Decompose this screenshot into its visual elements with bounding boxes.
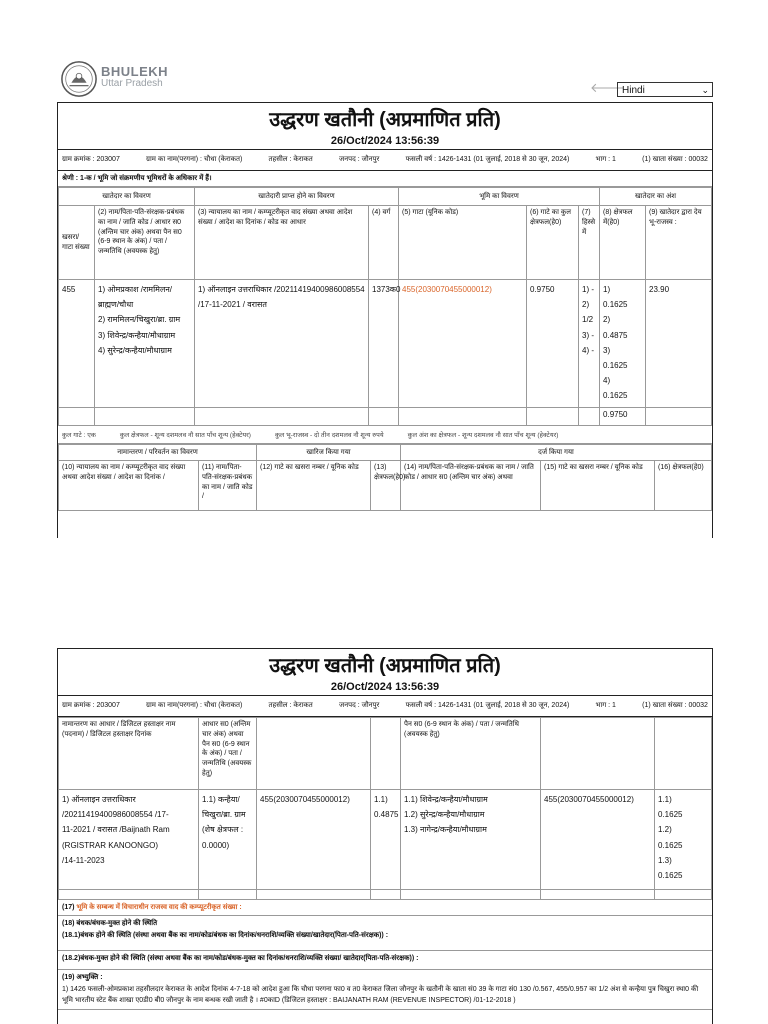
removed-names-cell [199, 790, 257, 890]
note-18: (18) बंधक/बंधक-मुक्त होने की स्थिति [62, 920, 158, 927]
village-code: ग्राम क्रमांक : 203007 [62, 156, 120, 163]
note-18-2: (18.2)बंधक-मुक्त होने की स्थिति (संस्था अथवा बैंक का नाम/कोड/बंधक-मुक्त का दिनांक/धनराशि/व्यक्ति संख्या/ खातेदार(पिता-पति-संरक्षक)) : [58, 951, 712, 970]
fasli-year: फसली वर्ष : 1426-1431 (01 जुलाई, 2018 से 30 जून, 2024) [405, 156, 570, 163]
header-15: (15) गाटे का खसरा नम्बर / यूनिक कोड [541, 461, 655, 511]
khasra-cell: 455 [59, 280, 95, 408]
khatauni-sheet-2 [57, 648, 713, 1024]
group-land: भूमि का विवरण [399, 188, 600, 206]
language-select[interactable] [617, 82, 713, 97]
header-court: (3) न्यायालय का नाम / कम्प्यूटरीकृत वाद संख्या अथवा आदेश संख्या / आदेश का दिनांक / कोड का आधार [195, 206, 369, 280]
header-khasra: खसरा/ गाटा संख्या [59, 206, 95, 280]
fasli-year: फसली वर्ष : 1426-1431 (01 जुलाई, 2018 से 30 जून, 2024) [405, 702, 570, 709]
district: जनपद : जौनपुर [339, 702, 380, 709]
note-17 [58, 900, 712, 916]
document-datetime: 26/Oct/2024 13:56:39 [330, 135, 440, 147]
list-item: 1) [603, 285, 611, 294]
note-17-text: भूमि के सम्बन्ध में विचाराधीन राजस्व वाद की कम्प्यूटरीकृत संख्या : [76, 904, 242, 911]
group-added: दर्ज किया गया [401, 445, 712, 461]
chevron-down-icon: ⌄ [701, 85, 709, 95]
tehsil: तहसील : केराकत [268, 702, 313, 709]
list-item: (शेष क्षेत्रफल : [202, 825, 244, 835]
group-removed: खारिज किया गया [257, 445, 401, 461]
category: श्रेणी : 1-क / भूमि जो संक्रमणीय भूमिधरों के अधिकार में हैं। [58, 171, 712, 187]
area-cell [600, 280, 646, 408]
court-cell: 1) ऑनलाइन उत्तराधिकार /20211419400986008554 /17-11-2021 / वरासत [195, 280, 369, 408]
list-item: 1.3) नागेन्द्र/कन्हैया/मौधाग्राम [404, 825, 487, 835]
cont-header-10: नामान्तरण का आधार / डिजिटल हस्ताक्षर नाम (पदनाम) / डिजिटल हस्ताक्षर दिनांक [59, 718, 199, 790]
header-class: (4) वर्ग [369, 206, 399, 280]
list-item: 0.1625 [603, 360, 628, 370]
list-item: 0.1625 [603, 391, 628, 401]
list-item: 1) - [582, 285, 594, 294]
page-title: उद्धरण खतौनी (अप्रमाणित प्रति) [269, 109, 501, 131]
village-code: ग्राम क्रमांक : 203007 [62, 702, 120, 709]
total-gata: कुल गाटे : एक [62, 432, 96, 439]
list-item: 1.2) सुरेन्द्र/कन्हैया/मौधाग्राम [404, 810, 485, 820]
header-total-area: (6) गाटे का कुल क्षेत्रफल(हे0) [527, 206, 579, 280]
added-names-cell [401, 790, 541, 890]
list-item: 4) सुरेन्द्र/कन्हैया/मौधाग्राम [98, 345, 172, 355]
khata-number: (1) खाता संख्या : 00032 [642, 156, 708, 163]
cont-header-11: आधार स0 (अन्तिम चार अंक) अथवा पैन स0 (6-9 स्थान के अंक) / पता / जन्मतिथि (अवयस्क हेतु) [199, 718, 257, 790]
list-item: 1.2) [658, 825, 672, 835]
table-row [59, 280, 712, 408]
list-item: 0.1625 [658, 810, 683, 820]
group-acquisition: खातेदारी प्राप्त्त होने का विवरण [195, 188, 399, 206]
removed-area-cell [371, 790, 401, 890]
share-cell [579, 280, 600, 408]
list-item: 3) [603, 345, 611, 355]
list-item: 1) ओमप्रकाश /राममिलन/ब्राह्मण/चौधा [98, 285, 173, 310]
class-cell: 1373क0 [369, 280, 399, 408]
revenue-cell: 23.90 [646, 280, 712, 408]
village-name: ग्राम का नाम(परगना) : चौधा (केराकत) [146, 156, 243, 163]
language-select-value: Hindi [622, 85, 645, 96]
list-item: /20211419400986008554 /17- [62, 810, 169, 820]
district: जनपद : जौनपुर [339, 156, 380, 163]
total-revenue: कुल भू-राजस्व - दो तीन दशमलव नौ शून्य रुपये [274, 432, 384, 439]
total-area-cell: 0.9750 [527, 280, 579, 408]
list-item: 11-2021 / वरासत /Baijnath Ram [62, 825, 170, 835]
group-share: खातेदार का अंश [600, 188, 712, 206]
list-item: 0.1625 [658, 840, 683, 850]
header-12: (12) गाटे का खसरा नम्बर / यूनिक कोड [257, 461, 371, 511]
notes-section [58, 900, 712, 1010]
header-16: (16) क्षेत्रफल(हे0) [655, 461, 712, 511]
list-item: चिखुरा/ब्रा. ग्राम [202, 810, 246, 820]
list-item: 4) [603, 376, 611, 386]
mutation-basis-cell [59, 790, 199, 890]
totals-row [58, 426, 712, 444]
group-mutation: नामान्तरण / परिवर्तन का विवरण [59, 445, 257, 461]
header-11: (11) नाम/पिता-पति-संरक्षक-प्रबंधक का नाम / जाति कोड / [199, 461, 257, 511]
list-item: 1.3) [658, 855, 672, 865]
list-item: 1.1) [374, 795, 388, 804]
table-row [59, 408, 712, 426]
list-item: 0.4875 [603, 330, 628, 340]
cont-header-14: पैन स0 (6-9 स्थान के अंक) / पता / जन्मतिथि (अवयस्क हेतु) [401, 718, 541, 790]
list-item: 2) [582, 300, 590, 310]
added-area-cell [655, 790, 712, 890]
meta-row [58, 695, 712, 717]
document-datetime: 26/Oct/2024 13:56:39 [330, 681, 440, 693]
list-item: 1.1) कन्हैया/ [202, 795, 240, 804]
list-item: 1.1) [658, 795, 672, 804]
list-item: 2) [603, 315, 611, 325]
list-item: 1/2 [582, 315, 594, 325]
area-total-cell: 0.9750 [600, 408, 646, 426]
owners-cell [95, 280, 195, 408]
group-owner: खातेदार का विवरण [59, 188, 195, 206]
list-item: 0.1625 [658, 870, 683, 880]
tehsil: तहसील : केराकत [268, 156, 313, 163]
table-row [59, 790, 712, 890]
header-10: (10) न्यायालय का नाम / कम्प्यूटरीकृत वाद संख्या अथवा आदेश संख्या / आदेश का दिनांक / [59, 461, 199, 511]
up-emblem-icon [60, 60, 98, 98]
list-item: 0.4875 [374, 810, 399, 820]
meta-row [58, 149, 712, 171]
main-table [58, 187, 712, 426]
list-item: /14-11-2023 [62, 855, 105, 865]
header-13: (13) क्षेत्रफल(हे0) [371, 461, 401, 511]
note-19-text: 1) 1426 फसली-ओमप्रकाश तहसीलदार केराकत के आदेश दिनांक 4-7-18 को आदेश हुआ कि चौधा परगना फा0 व त0 केराकत जिला जौनपुर के खतौनी के खाता सं0 39 के गाटा सं0 130 /0.567, 455/0.957 का 1/2 अंश से कन्हैया पुत्र चिखुरा स्था0 की भूमि भारतीय स्टेट बैंक शाखा ए0डी0 बी0 जौनपुर के नाम बन्धक रखी जाती है । #0काD (डिजिटल हस्ताक्षर : BAIJANATH RAM (REVENUE INSPECTOR) /01-12-2018 ) [58, 982, 712, 1010]
header-owner: (2) नाम/पिता-पति-संरक्षक-प्रबंधक का नाम / जाति कोड / आधार स0 (अन्तिम चार अंक) अथवा पैन स0 (6-9 स्थान के अंक) / पता / जन्मतिथि (अवयस्क हेतु) [95, 206, 195, 280]
list-item: 2) राममिलन/चिखुरा/ब्रा. ग्राम [98, 315, 181, 325]
brand-state: Uttar Pradesh [101, 78, 163, 89]
note-18-1: (18.1)बंधक होने की स्थिति (संस्था अथवा बैंक का नाम/कोड/बंधक का दिनांक/धनराशि/व्यक्ति संख्या/खातेदार(पिता-पति-संरक्षक)) : [58, 928, 712, 951]
added-code-cell: 455(2030070455000012) [541, 790, 655, 890]
removed-code-cell: 455(2030070455000012) [257, 790, 371, 890]
header-revenue: (9) खातेदार द्वारा देय भू-राजस्व : [646, 206, 712, 280]
village-name: ग्राम का नाम(परगना) : चौधा (केराकत) [146, 702, 243, 709]
brand [101, 64, 168, 89]
back-arrow-icon[interactable]: 🡐 [590, 81, 625, 96]
total-area: कुल क्षेत्रफल - शून्य दशमलव नौ सात पाँच शून्य (हेक्टेयर) [119, 432, 251, 439]
khata-number: (1) खाता संख्या : 00032 [642, 702, 708, 709]
list-item: 0.0000) [202, 840, 230, 850]
unique-code-link[interactable]: 455(2030070455000012) [399, 280, 527, 408]
khatauni-sheet-1 [57, 102, 713, 538]
list-item: 1) ऑनलाइन उत्तराधिकार [62, 795, 136, 804]
note-19: (19) अभ्युक्ति : [62, 974, 103, 981]
list-item: 1.1) शिवेन्द्र/कन्हैया/मौधाग्राम [404, 795, 488, 804]
mutation-table [58, 717, 712, 900]
header-area: (8) क्षेत्रफल में(हे0) [600, 206, 646, 280]
note-17-label: (17) [62, 904, 75, 911]
list-item: 3) शिवेन्द्र/कन्हैया/मौधाग्राम [98, 330, 176, 340]
part: भाग : 1 [595, 156, 616, 163]
list-item: 0.1625 [603, 300, 628, 310]
page-title: उद्धरण खतौनी (अप्रमाणित प्रति) [269, 655, 501, 677]
list-item: (RGISTRAR KANOONGO) [62, 840, 159, 850]
list-item: 4) - [582, 345, 594, 355]
total-share: कुल अंश का क्षेत्रफल - शून्य दशमलव नौ सात पाँच शून्य (हेक्टेयर) [407, 432, 559, 439]
brand-name: BHULEKH [101, 64, 169, 79]
header-14: (14) नाम/पिता-पति-संरक्षक-प्रबंधक का नाम / जाति कोड / आधार स0 (अन्तिम चार अंक) अथवा [401, 461, 541, 511]
mutation-header-table [58, 444, 712, 511]
header-unique: (5) गाटा (यूनिक कोड) [399, 206, 527, 280]
part: भाग : 1 [595, 702, 616, 709]
list-item: 3) - [582, 330, 594, 340]
header-share: (7) हिस्से में [579, 206, 600, 280]
